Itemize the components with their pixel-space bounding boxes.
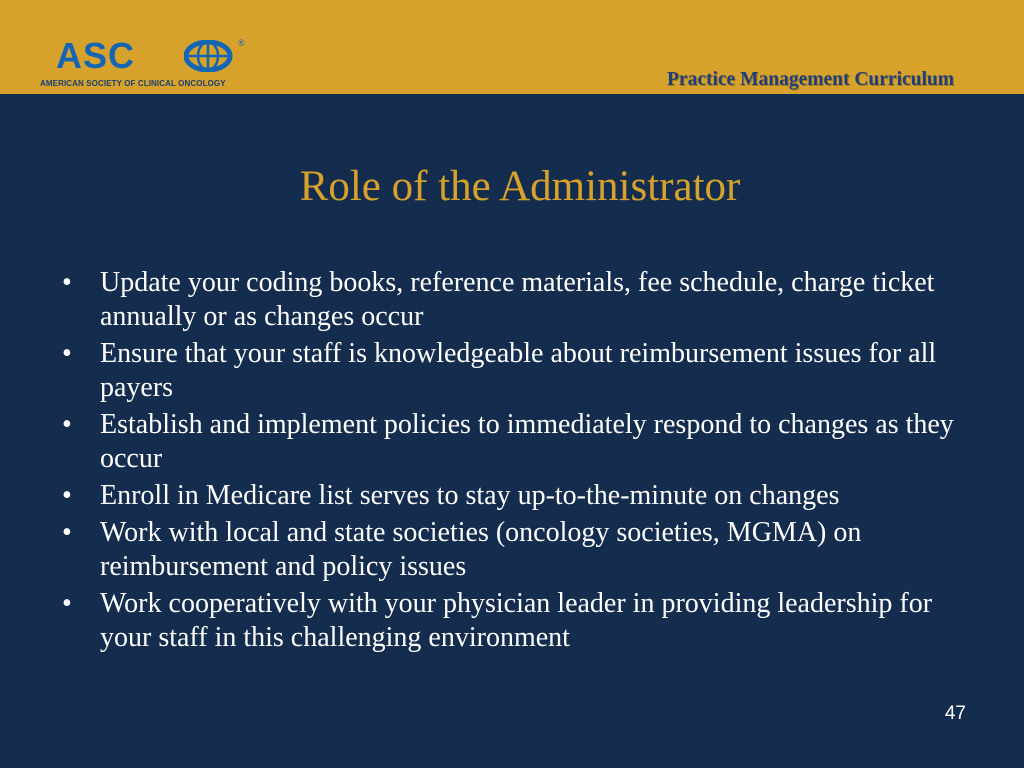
bullet-text: Enroll in Medicare list serves to stay up-to-the-minute on changes bbox=[100, 480, 840, 511]
bullet-item bbox=[62, 516, 982, 584]
bullet-marker: • bbox=[62, 588, 72, 619]
bullet-text: Establish and implement policies to immediately respond to changes as they occur bbox=[100, 409, 954, 474]
bullet-text: Work cooperatively with your physician leader in providing leadership for your staff in this challenging environment bbox=[100, 588, 933, 653]
slide-title: Role of the Administrator bbox=[299, 163, 741, 210]
globe-icon bbox=[184, 40, 234, 72]
bullet-marker: • bbox=[62, 409, 72, 440]
header-band bbox=[0, 0, 1024, 94]
bullet-item bbox=[62, 587, 982, 655]
asco-logo bbox=[38, 35, 258, 92]
bullet-item bbox=[62, 337, 982, 405]
bullet-item bbox=[62, 408, 982, 476]
page-number: 47 bbox=[944, 703, 966, 724]
bullet-text: Ensure that your staff is knowledgeable about reimbursement issues for all payers bbox=[100, 338, 937, 403]
bullet-marker: • bbox=[62, 480, 72, 511]
bullet-item bbox=[62, 479, 982, 513]
bullet-marker: • bbox=[62, 267, 72, 298]
registered-mark: ® bbox=[238, 38, 245, 48]
bullet-text: Work with local and state societies (oncology societies, MGMA) on reimbursement and policy issues bbox=[100, 517, 862, 582]
logo-wordmark: ASC bbox=[56, 35, 136, 76]
logo-subtitle: AMERICAN SOCIETY OF CLINICAL ONCOLOGY bbox=[40, 79, 226, 88]
bullet-text: Update your coding books, reference materials, fee schedule, charge ticket annually or as changes occur bbox=[100, 267, 935, 332]
bullet-marker: • bbox=[62, 338, 72, 369]
bullet-list bbox=[62, 266, 982, 658]
bullet-item bbox=[62, 266, 982, 334]
bullet-marker: • bbox=[62, 517, 72, 548]
curriculum-label: Practice Management Curriculum bbox=[667, 69, 954, 90]
